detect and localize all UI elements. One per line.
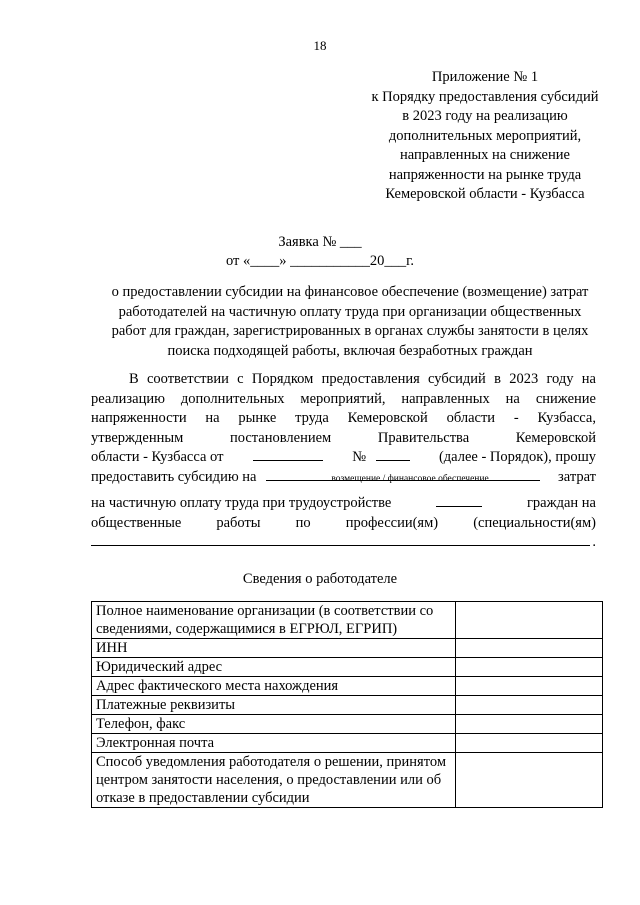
table-cell-value[interactable] — [456, 696, 603, 715]
appendix-line: Кемеровской области - Кузбасса — [385, 186, 585, 202]
paragraph-line-count — [91, 494, 596, 514]
page-number: 18 — [313, 38, 327, 53]
application-heading — [0, 233, 640, 271]
table-cell-label: Способ уведомления работодателя о решении, принятом центром занятости населения, о предоставлении или об отказе в предоставлении субсидии — [92, 753, 456, 808]
appendix-line: напряженности на рынке труда — [388, 166, 582, 183]
appendix-header — [330, 68, 640, 205]
table-cell-value[interactable] — [456, 677, 603, 696]
subject-line: о предоставлении субсидии на финансовое обеспечение (возмещение) затрат — [111, 284, 589, 300]
appendix-line: к Порядку предоставления субсидий — [371, 88, 599, 105]
paragraph-line-part: на частичную оплату труда при трудоустройстве — [91, 495, 392, 511]
table-row — [92, 677, 603, 696]
paragraph-line-part: затрат — [558, 468, 596, 485]
number-blank — [376, 448, 410, 461]
table-cell-label: Полное наименование организации (в соответствии со сведениями, содержащимися в ЕГРЮЛ, ЕГРИП) — [92, 602, 456, 639]
paragraph-line: общественные работы по профессии(ям) (специальности(ям) — [91, 514, 596, 531]
paragraph-line-part: предоставить субсидию на — [91, 468, 257, 485]
paragraph-line: В соответствии с Порядком предоставления субсидий в 2023 году на — [129, 371, 596, 387]
employer-info-table — [91, 601, 603, 808]
table-cell-label: Электронная почта — [92, 734, 456, 753]
subject-line: работодателей на частичную оплату труда при организации общественных — [118, 303, 582, 320]
paragraph-request — [91, 370, 596, 487]
table-cell-label: Юридический адрес — [92, 658, 456, 677]
profession-end-mark: . — [592, 534, 596, 550]
subject-line: работ для граждан, зарегистрированных в органах службы занятости в целях — [111, 323, 589, 339]
table-cell-label: ИНН — [92, 639, 456, 658]
section-title: Сведения о работодателе — [242, 571, 398, 587]
paragraph-works — [91, 494, 596, 553]
table-cell-value[interactable] — [456, 658, 603, 677]
appendix-line: дополнительных мероприятий, — [388, 127, 582, 144]
subsidy-type-caption: возмещение / финансовое обеспечение — [331, 474, 489, 484]
paragraph-line-part: (далее - Порядок), прошу — [438, 449, 596, 465]
subject-line: поиска подходящей работы, включая безработных граждан — [167, 342, 533, 359]
application-date-line: от «____» ___________20___г. — [225, 253, 415, 269]
application-title: Заявка № ___ — [278, 234, 362, 250]
table-cell-value[interactable] — [456, 715, 603, 734]
profession-blank — [91, 533, 590, 546]
table-row — [92, 753, 603, 808]
table-cell-label: Платежные реквизиты — [92, 696, 456, 715]
profession-line — [91, 533, 596, 553]
table-row — [92, 639, 603, 658]
paragraph-line-date — [91, 448, 596, 468]
table-cell-label: Адрес фактического места нахождения — [92, 677, 456, 696]
date-blank — [253, 448, 323, 461]
citizens-count-blank — [436, 494, 482, 507]
appendix-line: направленных на снижение — [400, 147, 570, 163]
table-row — [92, 734, 603, 753]
appendix-line: Приложение № 1 — [431, 69, 539, 85]
table-row — [92, 602, 603, 639]
appendix-line: в 2023 году на реализацию — [402, 108, 568, 124]
paragraph-line: утвержденным постановлением Правительства Кемеровской — [91, 429, 596, 446]
table-row — [92, 658, 603, 677]
table-cell-value[interactable] — [456, 753, 603, 808]
paragraph-line: реализацию дополнительных мероприятий, направленных на снижение — [91, 390, 596, 407]
paragraph-line-part: граждан на — [526, 495, 596, 511]
paragraph-line: напряженности на рынке труда Кемеровской области - Кузбасса, — [91, 410, 596, 426]
table-cell-label: Телефон, факс — [92, 715, 456, 734]
application-subject — [90, 283, 610, 361]
paragraph-line-part: № — [352, 449, 367, 465]
paragraph-line-part: области - Кузбасса от — [91, 449, 224, 465]
table-row — [92, 696, 603, 715]
table-cell-value[interactable] — [456, 639, 603, 658]
table-row — [92, 715, 603, 734]
table-cell-value[interactable] — [456, 734, 603, 753]
table-cell-value[interactable] — [456, 602, 603, 639]
